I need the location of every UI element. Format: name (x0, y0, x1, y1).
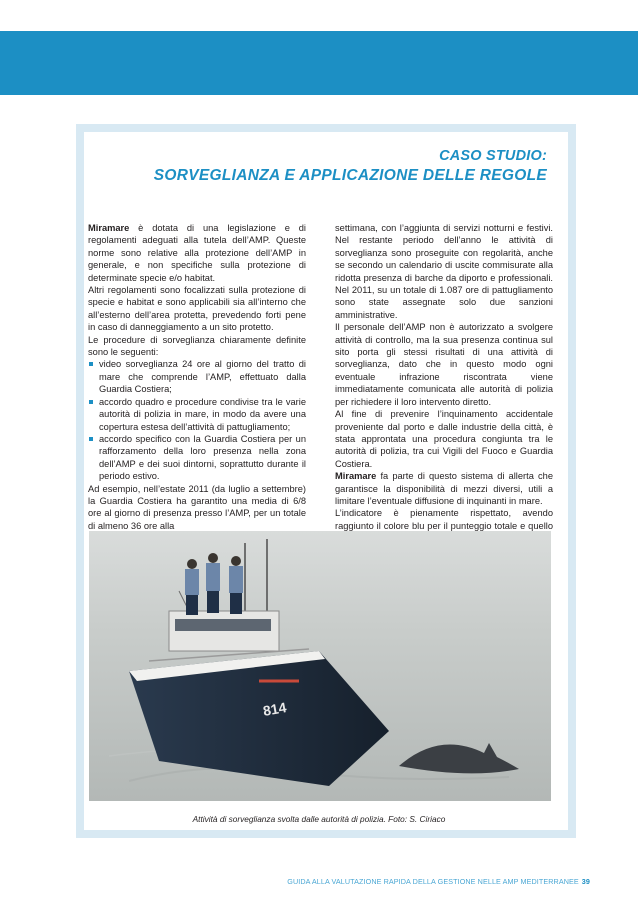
paragraph: settimana, con l’aggiunta di servizi notturni e festivi. Nel restante periodo dell’anno le attività di sorveglianza sono proseguite con regolarità, anche se secondo un calendario di uscite commisurate alla ridotta presenza di barche da diporto e professionali. Nel 2011, su un totale di 1.087 ore di pattugliamento sono state assegnate solo due sanzioni amministrative. (335, 223, 553, 320)
paragraph (88, 222, 306, 284)
top-color-band (0, 31, 638, 95)
procedure-list (88, 358, 306, 482)
paragraph: L’indicatore è pienamente rispettato, avendo raggiunto il colore blu per il punteggio totale e quello (335, 508, 553, 531)
publication-title: GUIDA ALLA VALUTAZIONE RAPIDA DELLA GESTIONE NELLE AMP MEDITERRANEE (287, 877, 579, 886)
case-study-title: SORVEGLIANZA E APPLICAZIONE DELLE REGOLE (153, 167, 547, 184)
paragraph (335, 470, 553, 507)
list-item: video sorveglianza 24 ore al giorno del tratto di mare che comprende l’AMP, effettuato dalla Guardia Costiera; (88, 358, 306, 395)
crew-members (185, 553, 243, 615)
list-item: accordo quadro e procedure condivise tra le varie autorità di polizia in mare, in modo da avere una copertura estesa dell’attività di pattugliamento; (88, 396, 306, 433)
site-name: Miramare (88, 223, 130, 233)
page-number: 39 (581, 877, 590, 886)
paragraph-text: è dotata di una legislazione e di regolamenti adeguati alla tutela dell’AMP. Queste norme sono relative alla protezione dell’AMP in generale, e non specifiche sulla protezione di determinate specie e/o habitat. (88, 223, 306, 283)
photo-illustration (89, 531, 551, 801)
right-text-column (335, 222, 553, 545)
patrol-boat-photo (89, 531, 551, 801)
list-item: accordo specifico con la Guardia Costiera per un rafforzamento della loro presenza nella zona dell’AMP e dei suoi dintorni, soprattutto durante il periodo estivo. (88, 433, 306, 483)
paragraph-text: fa parte di questo sistema di allerta che garantisce la disponibilità di mezzi diversi, utili a limitare l’eventuale diffusione di inquinanti in mare. (335, 471, 553, 506)
paragraph: Altri regolamenti sono focalizzati sulla protezione di specie e habitat e sono applicabili sia all’interno che all’esterno dell’area protetta, prevedendo forti pene in caso di danneggiamento a un sito protetto. (88, 285, 306, 333)
left-text-column (88, 222, 306, 532)
photo-caption: Attività di sorveglianza svolta dalle autorità di polizia. Foto: S. Ciriaco (192, 814, 446, 824)
paragraph: Ad esempio, nell’estate 2011 (da luglio a settembre) la Guardia Costiera ha garantito una media di 6/8 ore al giorno di presenza presso l’AMP, per un totale di almeno 36 ore alla (88, 483, 306, 531)
boat-number: 814 (261, 699, 288, 719)
page-footer (287, 877, 590, 886)
paragraph: Al fine di prevenire l’inquinamento accidentale proveniente dal porto e dalle industrie della città, è stata approntata una procedura congiunta tra le autorità di polizia, tra cui Vigili del Fuoco e Guardia Costiera. (335, 409, 553, 469)
site-name: Miramare (335, 471, 377, 482)
paragraph: Le procedure di sorveglianza chiaramente definite sono le seguenti: (88, 334, 306, 358)
case-study-kicker: CASO STUDIO: (439, 148, 547, 164)
paragraph: Il personale dell’AMP non è autorizzato a svolgere attività di controllo, ma la sua presenza continua sul sito porta gli stessi risultati di una attività di sorveglianza, dato che in questo modo ogni eventuale infrazione riscontrata viene immediatamente comunicata alle autorità di polizia per richiedere il loro intervento diretto. (335, 322, 553, 407)
